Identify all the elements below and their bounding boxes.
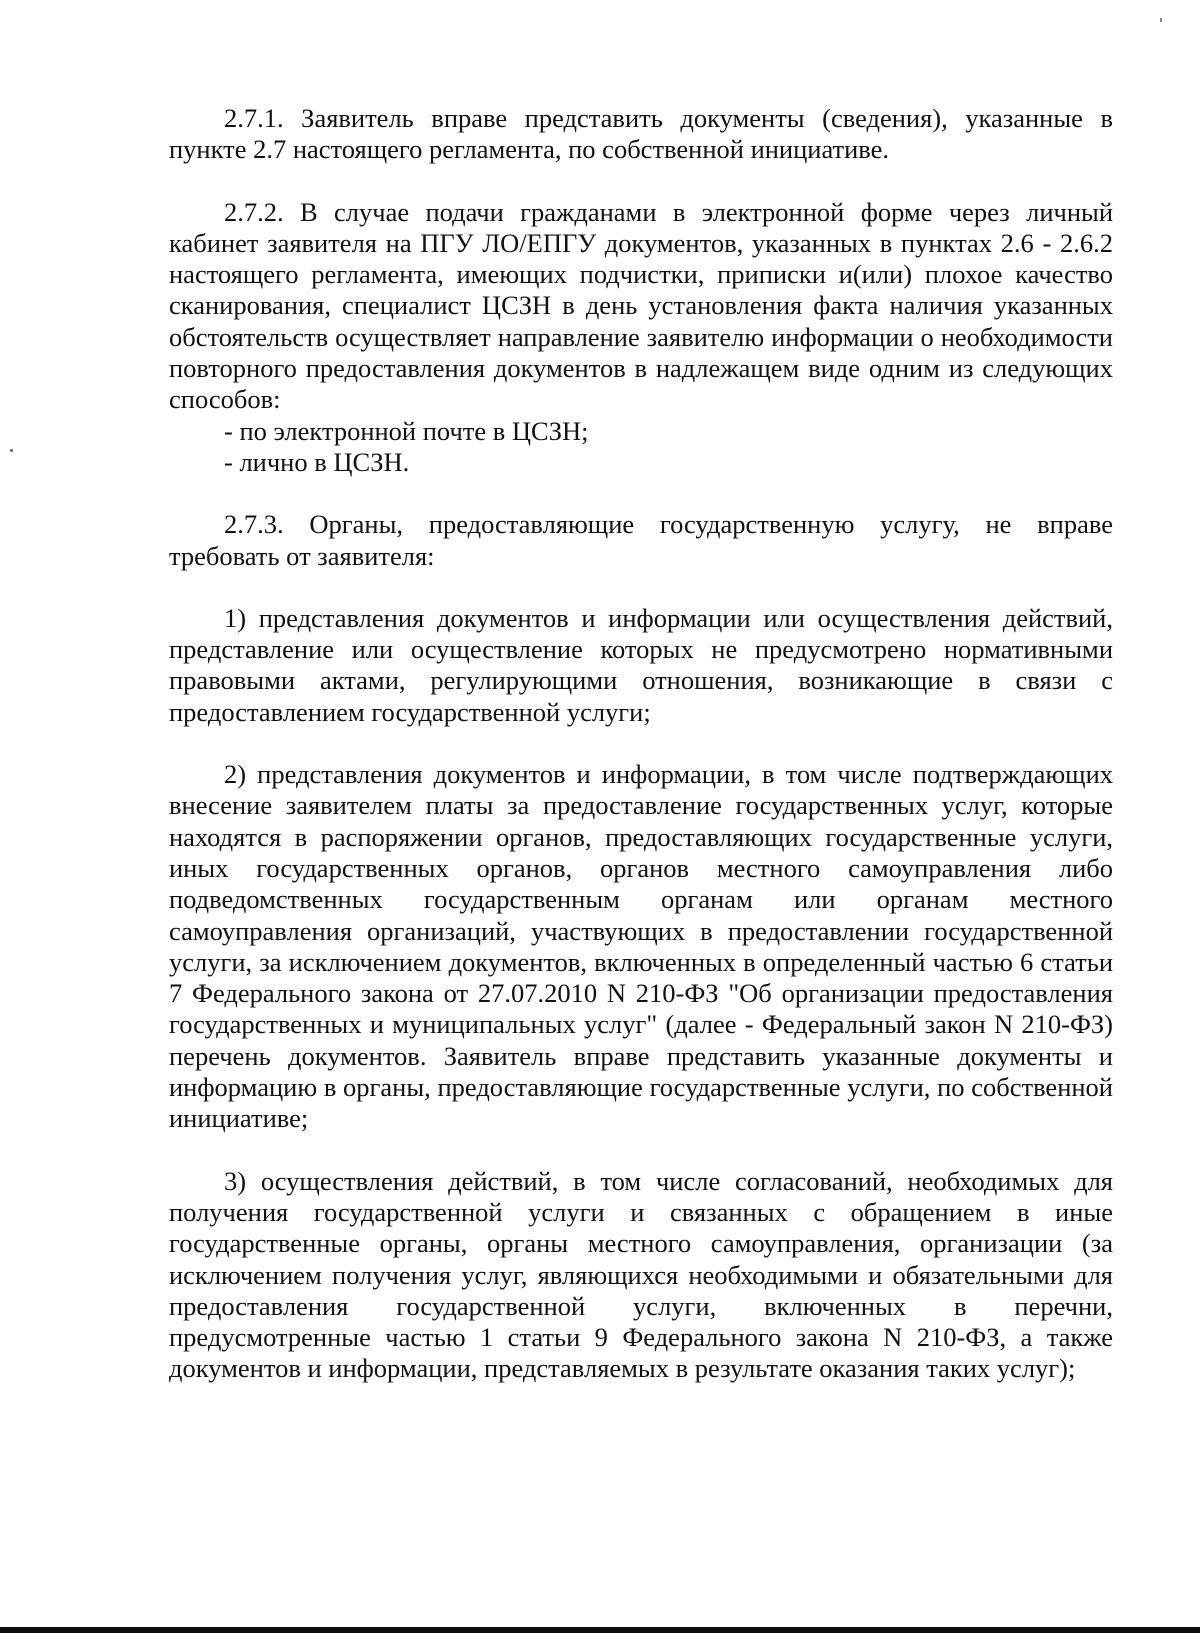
paragraph-2-7-2: 2.7.2. В случае подачи гражданами в электронной форме через личный кабинет заявителя на ПГУ ЛО/ЕПГУ документов, указанных в пунктах 2.6 - 2.6.2 настоящего регламента, имеющих подчистки, приписки и(или) плохое качество сканирования, специалист ЦСЗН в день установления факта наличия указанных обстоятельств осуществляет направление заявителю информации о необходимости повторного предоставления документов в надлежащем виде одним из следующих способов: bbox=[169, 196, 1113, 415]
bullet-email: - по электронной почте в ЦСЗН; bbox=[224, 415, 589, 446]
scan-edge-divider bbox=[0, 1627, 1200, 1633]
list-item-2: 2) представления документов и информации, в том числе подтверждающих внесение заявителем платы за предоставление государственных услуг, которые находятся в распоряжении органов, предоставляющих государственные услуги, иных государственных органов, органов местного самоуправления либо подведомственных государственным органам или органам местного самоуправления организаций, участвующих в предоставлении государственной услуги, за исключением документов, включенных в определенный частью 6 статьи 7 Федерального закона от 27.07.2010 N 210-ФЗ "Об организации предоставления государственных и муниципальных услуг" (далее - Федеральный закон N 210-ФЗ) перечень документов. Заявитель вправе представить указанные документы и информацию в органы, предоставляющие государственные услуги, по собственной инициативе; bbox=[169, 759, 1113, 1134]
paragraph-2-7-3: 2.7.3. Органы, предоставляющие государственную услугу, не вправе требовать от заявителя: bbox=[169, 509, 1113, 571]
scan-speck bbox=[10, 449, 13, 452]
scan-speck bbox=[1160, 18, 1162, 22]
document-body bbox=[169, 103, 1113, 1385]
bullet-personal: - лично в ЦСЗН. bbox=[224, 446, 410, 477]
list-item-1: 1) представления документов и информации или осуществления действий, представление или осуществление которых не предусмотрено нормативными правовыми актами, регулирующими отношения, возникающие в связи с предоставлением государственной услуги; bbox=[169, 602, 1113, 727]
list-item-3: 3) осуществления действий, в том числе согласований, необходимых для получения государственной услуги и связанных с обращением в иные государственные органы, органы местного самоуправления, организации (за исключением получения услуг, являющихся необходимыми и обязательными для предоставления государственной услуги, включенных в перечни, предусмотренные частью 1 статьи 9 Федерального закона N 210-ФЗ, а также документов и информации, представляемых в результате оказания таких услуг); bbox=[169, 1165, 1113, 1384]
paragraph-2-7-1: 2.7.1. Заявитель вправе представить документы (сведения), указанные в пункте 2.7 настоящего регламента, по собственной инициативе. bbox=[169, 103, 1113, 165]
